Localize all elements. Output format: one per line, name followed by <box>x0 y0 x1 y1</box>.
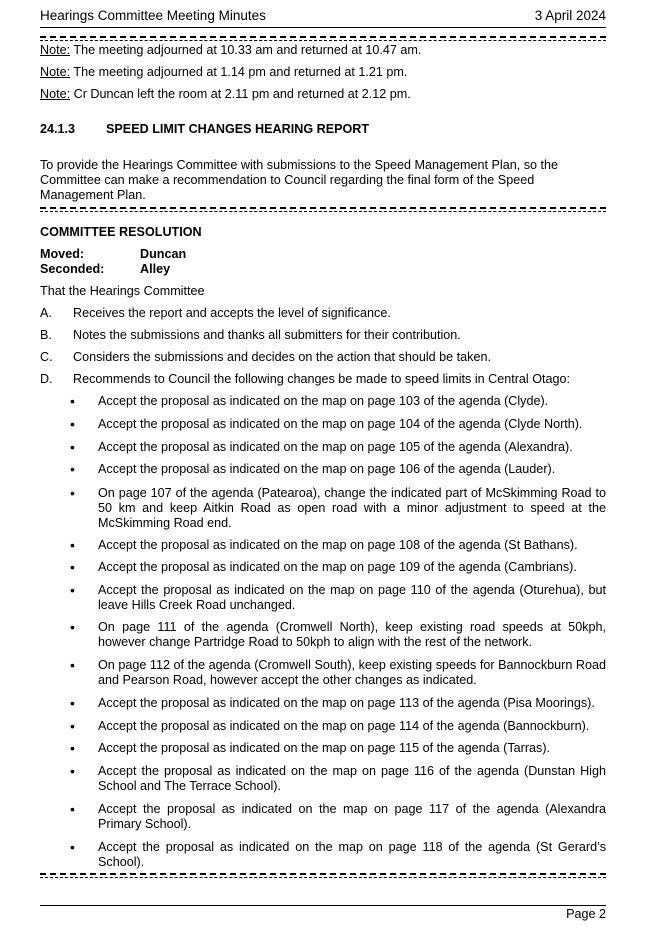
bullet-item: • Accept the proposal as indicated on the map on page 104 of the agenda (Clyde North). <box>70 416 583 432</box>
section-title: SPEED LIMIT CHANGES HEARING REPORT <box>106 122 370 136</box>
header-date: 3 April 2024 <box>534 8 606 23</box>
dashed-divider <box>40 36 606 40</box>
moved-row: Moved: Duncan <box>40 247 187 261</box>
bullet-item: • Accept the proposal as indicated on the map on page 109 of the agenda (Cambrians). <box>70 559 577 575</box>
bullet-item: • Accept the proposal as indicated on the map on page 117 of the agenda (Alexandra Primary School). <box>70 801 606 831</box>
bullet-icon: • <box>70 839 75 855</box>
dashed-divider <box>40 873 606 877</box>
header-title: Hearings Committee Meeting Minutes <box>40 8 266 23</box>
bullet-icon: • <box>70 763 75 779</box>
bullet-icon: • <box>70 695 75 711</box>
bullet-item: • Accept the proposal as indicated on the map on page 108 of the agenda (St Bathans). <box>70 537 578 553</box>
bullet-item: • Accept the proposal as indicated on the map on page 118 of the agenda (St Gerard’s School). <box>70 839 606 869</box>
note-3: Note: Cr Duncan left the room at 2.11 pm and returned at 2.12 pm. <box>40 87 411 101</box>
bullet-icon: • <box>70 582 75 598</box>
bullet-icon: • <box>70 718 75 734</box>
bullet-icon: • <box>70 657 75 673</box>
list-item: B. Notes the submissions and thanks all submitters for their contribution. <box>40 328 461 342</box>
bullet-item: • Accept the proposal as indicated on the map on page 113 of the agenda (Pisa Moorings). <box>70 695 595 711</box>
bullet-item: • Accept the proposal as indicated on the map on page 116 of the agenda (Dunstan High School and The Terrace School). <box>70 763 606 793</box>
resolution-heading: COMMITTEE RESOLUTION <box>40 225 202 239</box>
section-purpose: To provide the Hearings Committee with submissions to the Speed Management Plan, so the Committee can make a recommendation to Council regarding the final form of the Speed Management Plan. <box>40 158 559 202</box>
section-heading <box>40 122 369 136</box>
bullet-item: • Accept the proposal as indicated on the map on page 114 of the agenda (Bannockburn). <box>70 718 590 734</box>
bullet-item: • Accept the proposal as indicated on the map on page 106 of the agenda (Lauder). <box>70 461 556 477</box>
bullet-icon: • <box>70 439 75 455</box>
bullet-item: • Accept the proposal as indicated on the map on page 103 of the agenda (Clyde). <box>70 393 549 409</box>
list-item: D. Recommends to Council the following changes be made to speed limits in Central Otago: <box>40 372 571 386</box>
dashed-divider <box>40 207 606 211</box>
list-item: A. Receives the report and accepts the level of significance. <box>40 306 391 320</box>
resolution-intro: That the Hearings Committee <box>40 284 205 298</box>
note-1: Note: The meeting adjourned at 10.33 am and returned at 10.47 am. <box>40 43 422 57</box>
bullet-item: • Accept the proposal as indicated on the map on page 105 of the agenda (Alexandra). <box>70 439 573 455</box>
bullet-icon: • <box>70 801 75 817</box>
footer-divider <box>40 905 606 906</box>
bullet-item: • On page 112 of the agenda (Cromwell South), keep existing speeds for Bannockburn Road and Pearson Road, however accept the other changes as indicated. <box>70 657 606 687</box>
bullet-icon: • <box>70 461 75 477</box>
list-item: C. Considers the submissions and decides on the action that should be taken. <box>40 350 491 364</box>
bullet-item: • Accept the proposal as indicated on the map on page 110 of the agenda (Oturehua), but leave Hills Creek Road unchanged. <box>70 582 606 612</box>
page-header <box>40 8 606 23</box>
bullet-item: • Accept the proposal as indicated on the map on page 115 of the agenda (Tarras). <box>70 740 551 756</box>
bullet-icon: • <box>70 619 75 635</box>
note-2: Note: The meeting adjourned at 1.14 pm and returned at 1.21 pm. <box>40 65 408 79</box>
header-divider <box>40 27 606 28</box>
bullet-item: • On page 107 of the agenda (Patearoa), change the indicated part of McSkimming Road to 50 km and keep Aitkin Road as open road with a minor adjustment to speed at the McSkimming Road end. <box>70 485 606 530</box>
bullet-item: • On page 111 of the agenda (Cromwell North), keep existing road speeds at 50kph, however change Partridge Road to 50kph to align with the rest of the network. <box>70 619 606 649</box>
seconded-row: Seconded: Alley <box>40 262 171 276</box>
bullet-icon: • <box>70 393 75 409</box>
bullet-icon: • <box>70 485 75 501</box>
page-number: Page 2 <box>566 907 606 921</box>
section-number: 24.1.3 <box>40 122 76 136</box>
bullet-icon: • <box>70 559 75 575</box>
bullet-icon: • <box>70 537 75 553</box>
bullet-icon: • <box>70 416 75 432</box>
bullet-icon: • <box>70 740 75 756</box>
